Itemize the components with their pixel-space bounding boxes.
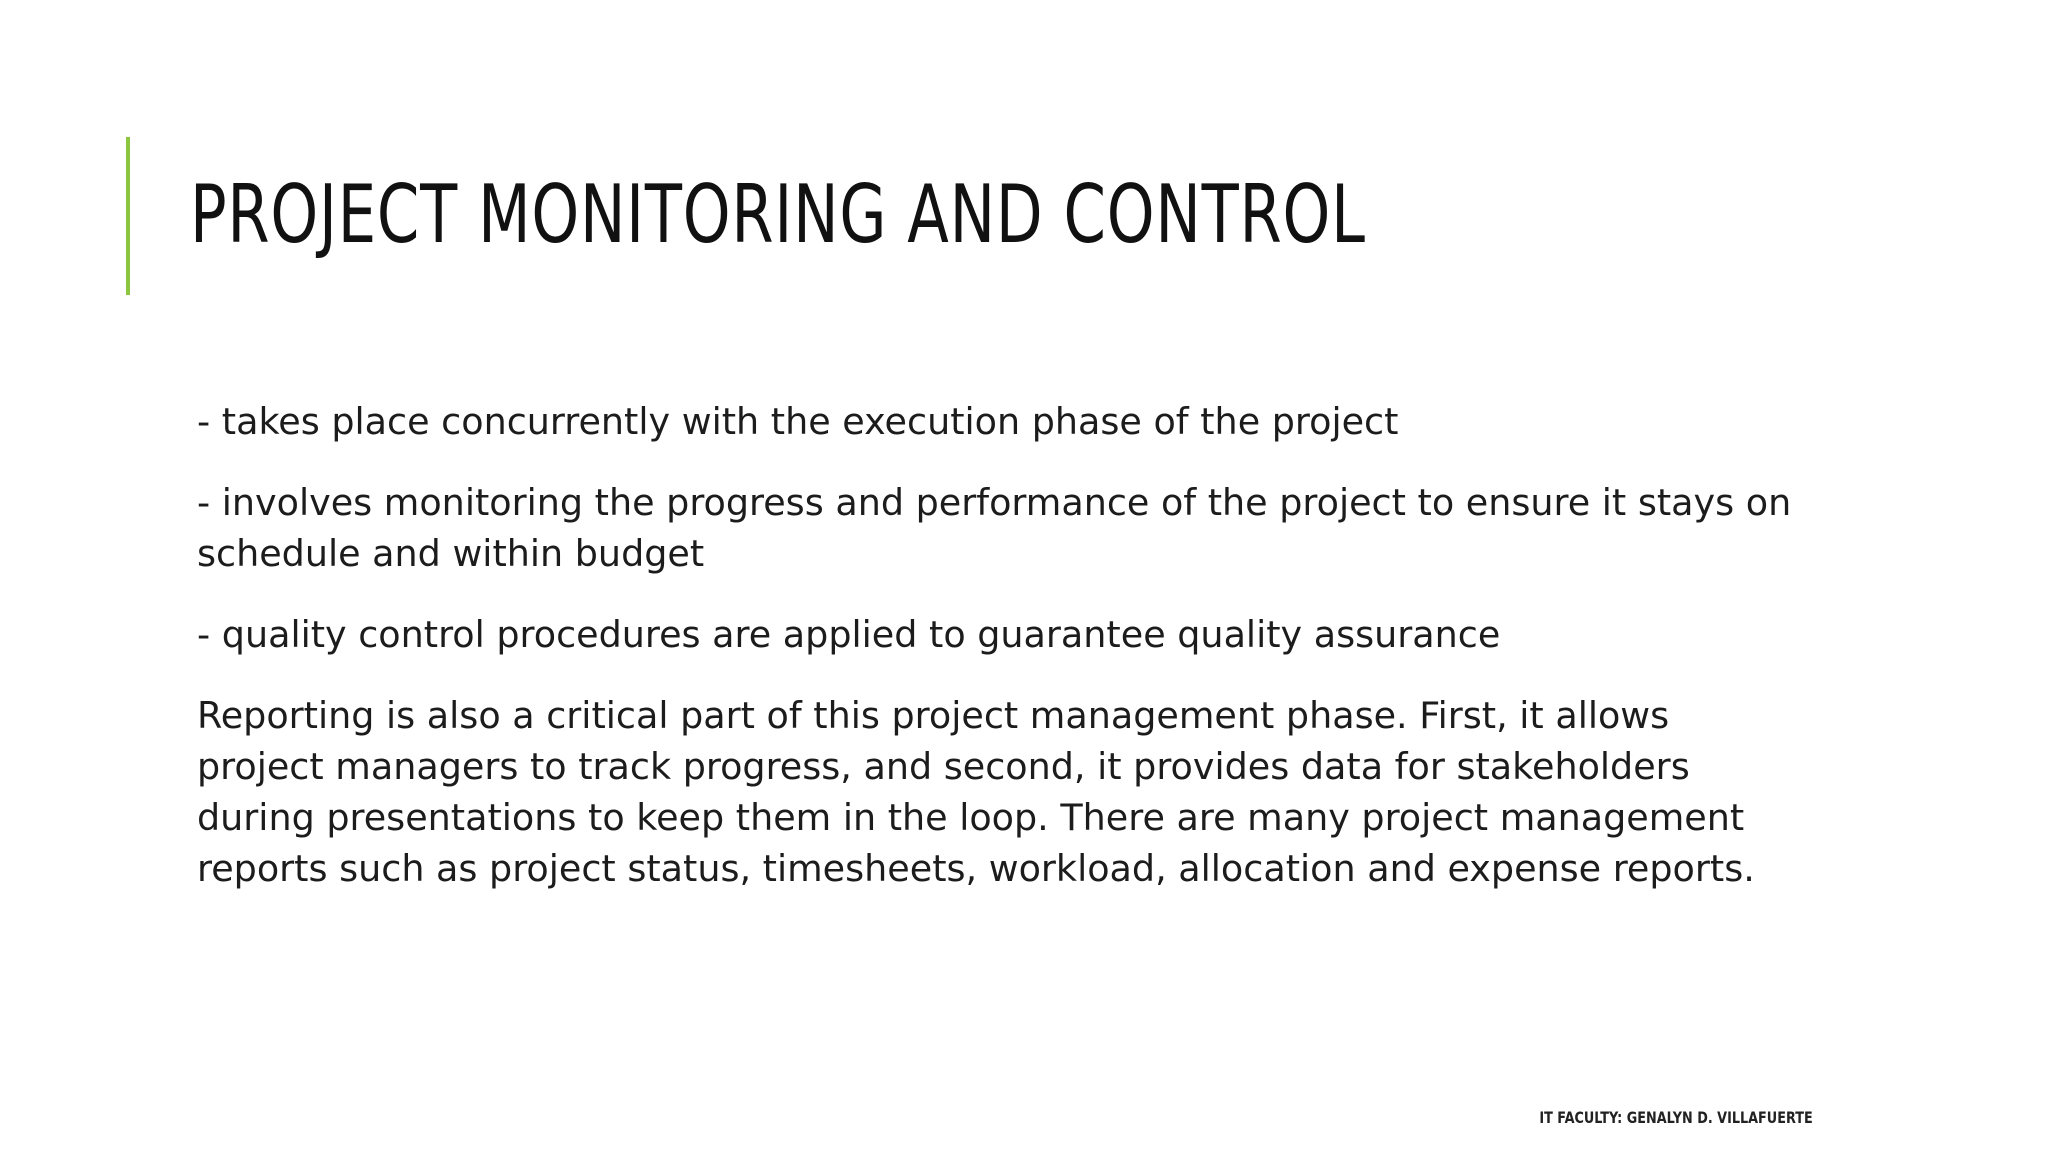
slide-body <box>197 396 1797 894</box>
title-accent-bar <box>126 137 130 295</box>
bullet-concurrent-execution: - takes place concurrently with the execution phase of the project <box>197 400 1399 443</box>
bullet-monitoring-progress: - involves monitoring the progress and performance of the project to ensure it stays on schedule and within budget <box>197 481 1792 575</box>
reporting-paragraph: Reporting is also a critical part of this project management phase. First, it allows project managers to track progress, and second, it provides data for stakeholders during presentations to keep them in the loop. There are many project management reports such as project status, timesheets, workload, allocation and expense reports. <box>197 694 1755 890</box>
slide-title: PROJECT MONITORING AND CONTROL <box>190 168 1366 261</box>
bullet-quality-control: - quality control procedures are applied to guarantee quality assurance <box>197 613 1501 656</box>
slide-footer: IT FACULTY: GENALYN D. VILLAFUERTE <box>1539 1108 1813 1127</box>
